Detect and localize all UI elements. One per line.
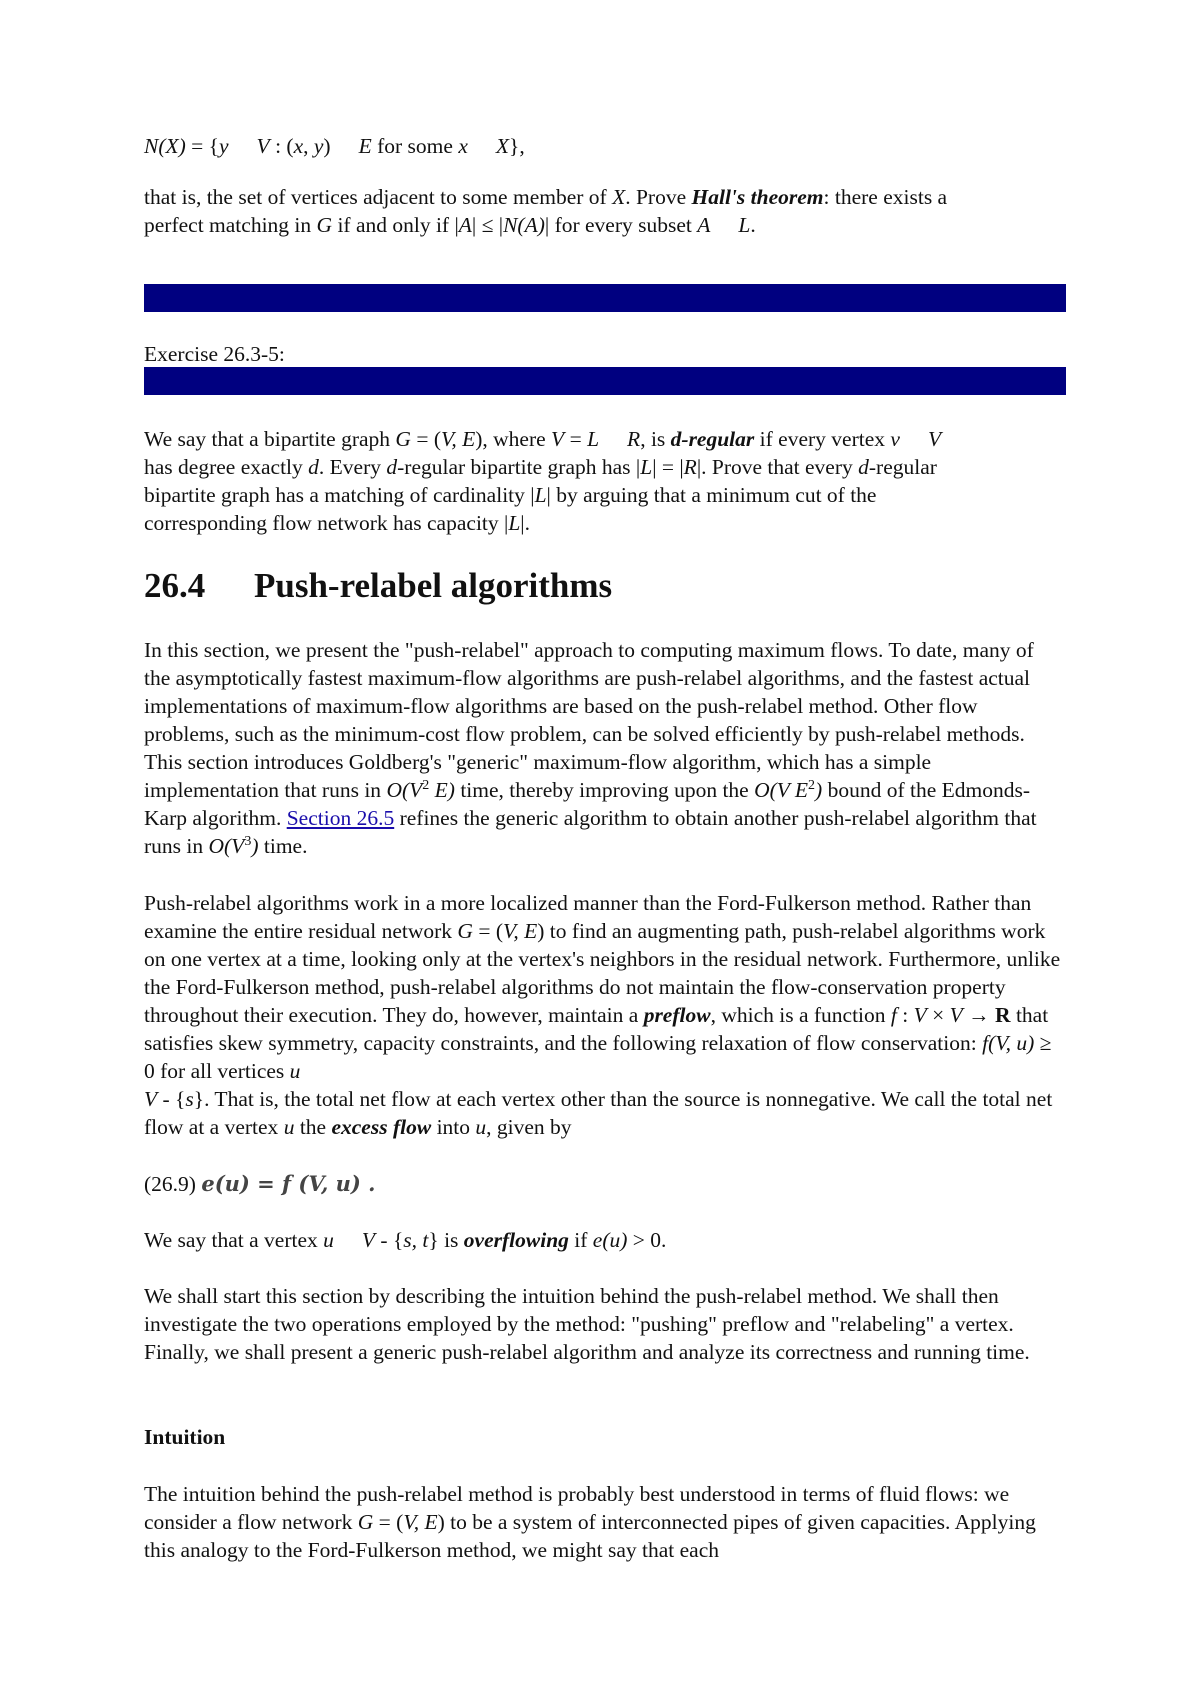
exercise-text: We say that a bipartite graph G = (V, E), where V = L R, is d-regular if every vertex v V has degree exactly d. Every d-regular bipartite graph has |L| = |R|. Prove that every d-regular bipartite graph has a matching of cardinality |L| by arguing that a minimum cut of the corresponding flow network has capacity |L|. bbox=[144, 427, 942, 535]
section-title: Push-relabel algorithms bbox=[254, 566, 613, 605]
halls-theorem-paragraph: that is, the set of vertices adjacent to some member of X. Prove Hall's theorem: there exists a perfect matching in G if and only if |A| ≤ |N(A)| for every subset A L. bbox=[144, 185, 948, 237]
intuition-heading: Intuition bbox=[144, 1425, 226, 1449]
overflowing-term: overflowing bbox=[463, 1228, 569, 1252]
intro-paragraph: In this section, we present the "push-relabel" approach to computing maximum flows. To date, many of the asymptotically fastest maximum-flow algorithms are push-relabel algorithms, and the fastest actual implementations of maximum-flow algorithms are based on the push-relabel method. Other flow problems, such as the minimum-cost flow problem, can be solved efficiently by push-relabel methods. This section introduces Goldberg's "generic" maximum-flow algorithm, which has a simple implementation that runs in $O(V^2$ E) time, thereby improving upon the O(V $E^2$) bound of the Edmonds-Karp algorithm. Section 26.5 refines the generic algorithm to obtain another push-relabel algorithm that runs in $O(V^3)$ time. bbox=[144, 638, 1037, 858]
equation-26-9 bbox=[144, 1170, 1064, 1198]
excess-flow-term: excess flow bbox=[331, 1115, 432, 1139]
divider-bar bbox=[144, 367, 1066, 395]
halls-theorem-term: Hall's theorem bbox=[691, 185, 824, 209]
section-heading bbox=[144, 566, 612, 606]
preflow-paragraph: Push-relabel algorithms work in a more localized manner than the Ford-Fulkerson method. Rather than examine the entire residual network G = (V, E) to find an augmenting path, push-relabel algorithms work on one vertex at a time, looking only at the vertex's neighbors in the residual network. Furthermore, unlike the Ford-Fulkerson method, push-relabel algorithms do not maintain the flow-conservation property throughout their execution. They do, however, maintain a preflow, which is a function f : V × V → R that satisfies skew symmetry, capacity constraints, and the following relaxation of flow conservation: f(V, u) ≥ 0 for all vertices u V - {s}. That is, the total net flow at each vertex other than the source is nonnegative. We call the total net flow at a vertex u the excess flow into u, given by bbox=[144, 891, 1061, 1139]
equation-label: (26.9) bbox=[144, 1172, 196, 1196]
overflowing-definition: We say that a vertex u V - {s, t} is overflowing if e(u) > 0. bbox=[144, 1228, 667, 1252]
intuition-paragraph: The intuition behind the push-relabel method is probably best understood in terms of fluid flows: we consider a flow network G = (V, E) to be a system of interconnected pipes of given capacities. Applying this analogy to the Ford-Fulkerson method, we might say that each bbox=[144, 1482, 1036, 1562]
overview-paragraph: We shall start this section by describing the intuition behind the push-relabel method. We shall then investigate the two operations employed by the method: "pushing" preflow and "relabeling" a vertex. Finally, we shall present a generic push-relabel algorithm and analyze its correctness and running time. bbox=[144, 1284, 1030, 1364]
divider-bar bbox=[144, 284, 1066, 312]
section-number: 26.4 bbox=[144, 566, 206, 605]
preflow-term: preflow bbox=[643, 1003, 711, 1027]
equation-expression: e(u) = f (V, u) . bbox=[201, 1171, 376, 1196]
section-26-5-link[interactable]: Section 26.5 bbox=[286, 806, 395, 830]
exercise-label: Exercise 26.3-5: bbox=[144, 342, 285, 366]
neighborhood-definition: N(X) = {y V : (x, y) E for some x X}, bbox=[144, 134, 525, 158]
d-regular-term: d-regular bbox=[670, 427, 755, 451]
